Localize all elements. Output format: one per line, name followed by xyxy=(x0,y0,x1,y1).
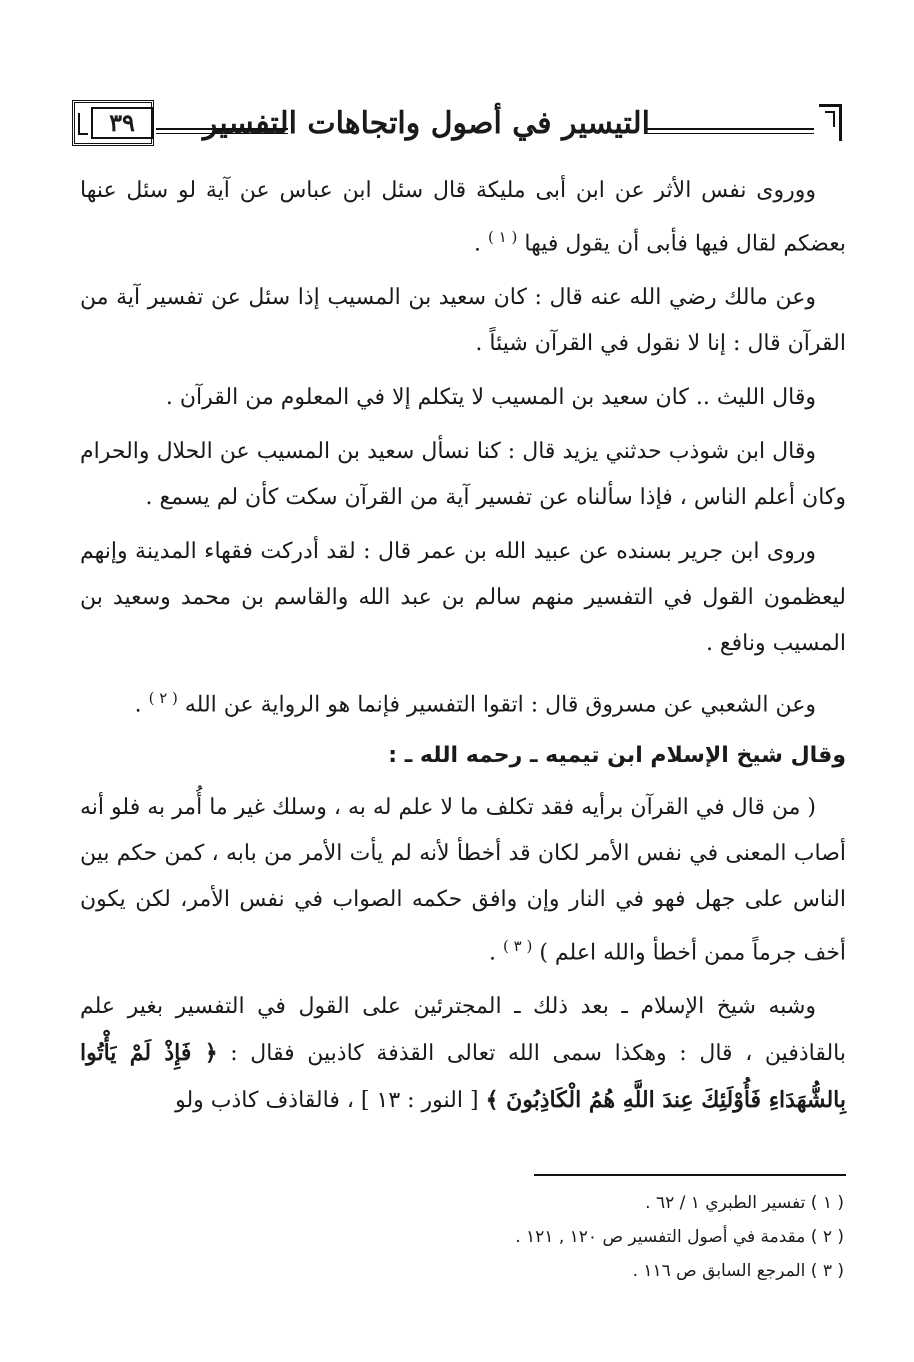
page-header xyxy=(72,100,842,152)
page-number: ٣٩ xyxy=(91,107,153,139)
footnote-marker-3: ( ٣ ) xyxy=(503,936,533,955)
running-title: التيسير في أصول واتجاهات التفسير xyxy=(202,106,650,141)
footnote-3: ( ٣ ) المرجع السابق ص ١١٦ . xyxy=(632,1261,844,1281)
page-number-ornament xyxy=(78,113,88,135)
paragraph-6: وعن الشعبي عن مسروق قال : اتقوا التفسير فإنما هو الرواية عن الله $^{( ٢ )}$ . xyxy=(134,689,816,718)
paragraph-1: ووروى نفس الأثر عن ابن أبى مليكة قال سئل ابن عباس عن آية لو سئل عنها بعضكم لقال فيها فأبى أن يقول فيها $^{( ١ )}$ . xyxy=(80,178,846,257)
footnote-2: ( ٢ ) مقدمة في أصول التفسير ص ١٢٠ , ١٢١ . xyxy=(515,1227,844,1247)
paragraph-last: وشبه شيخ الإسلام ـ بعد ذلك ـ المجترئين على القول في التفسير بغير علم بالقاذفين ، قال : وهكذا سمى الله تعالى القذفة كاذبين فقال : ﴿ فَإِذْ لَمْ يَأْتُوا بِالشُّهَدَاءِ فَأُوْلَئِكَ عِندَ اللَّهِ هُمُ الْكَاذِبُونَ ﴾ [ النور : ١٣ ] ، فالقاذف كاذب ولو xyxy=(80,993,846,1113)
footnotes xyxy=(84,1186,844,1288)
paragraph-4: وقال ابن شوذب حدثني يزيد قال : كنا نسأل سعيد بن المسيب عن الحلال والحرام وكان أعلم الناس ، فإذا سألناه عن تفسير آية من القرآن سكت كأن لم يسمع . xyxy=(80,439,846,511)
body-text xyxy=(80,168,846,1132)
header-rule-right xyxy=(644,128,814,134)
quran-verse: ﴿ فَإِذْ لَمْ يَأْتُوا بِالشُّهَدَاءِ فَأُوْلَئِكَ عِندَ اللَّهِ هُمُ الْكَاذِبُونَ ﴾ xyxy=(80,1039,846,1113)
paragraph-2: وعن مالك رضي الله عنه قال : كان سعيد بن المسيب إذا سئل عن تفسير آية من القرآن قال : إنا لا نقول في القرآن شيئاً . xyxy=(80,285,846,357)
header-rule-left xyxy=(156,128,288,134)
footnote-marker-2: ( ٢ ) xyxy=(148,689,178,708)
footnote-1: ( ١ ) تفسير الطبري ١ / ٦٢ . xyxy=(645,1193,844,1213)
section-heading: وقال شيخ الإسلام ابن تيميه ـ رحمه الله ـ : xyxy=(388,742,846,768)
header-corner-ornament xyxy=(819,104,842,141)
paragraph-3: وقال الليث .. كان سعيد بن المسيب لا يتكلم إلا في المعلوم من القرآن . xyxy=(165,385,816,411)
paragraph-5: وروى ابن جرير بسنده عن عبيد الله بن عمر قال : لقد أدركت فقهاء المدينة وإنهم ليعظمون القول في التفسير منهم سالم بن عبد الله والقاسم بن محمد وسعيد بن المسيب ونافع . xyxy=(80,539,846,657)
quote-paragraph: ( من قال في القرآن برأيه فقد تكلف ما لا علم له به ، وسلك غير ما أُمر به فلو أنه أصاب المعنى في نفس الأمر لكان قد أخطأ لأنه لم يأت الأمر من بابه ، كمن حكم بين الناس على جهل فهو في النار وإن وافق حكمه الصواب في نفس الأمر، لكن يكون أخف جرماً ممن أخطأ والله اعلم ) $^{( ٣ )}$ . xyxy=(80,794,846,965)
footnote-marker-1: ( ١ ) xyxy=(488,228,518,246)
footnote-separator xyxy=(534,1174,846,1176)
page-number-frame xyxy=(72,100,154,146)
